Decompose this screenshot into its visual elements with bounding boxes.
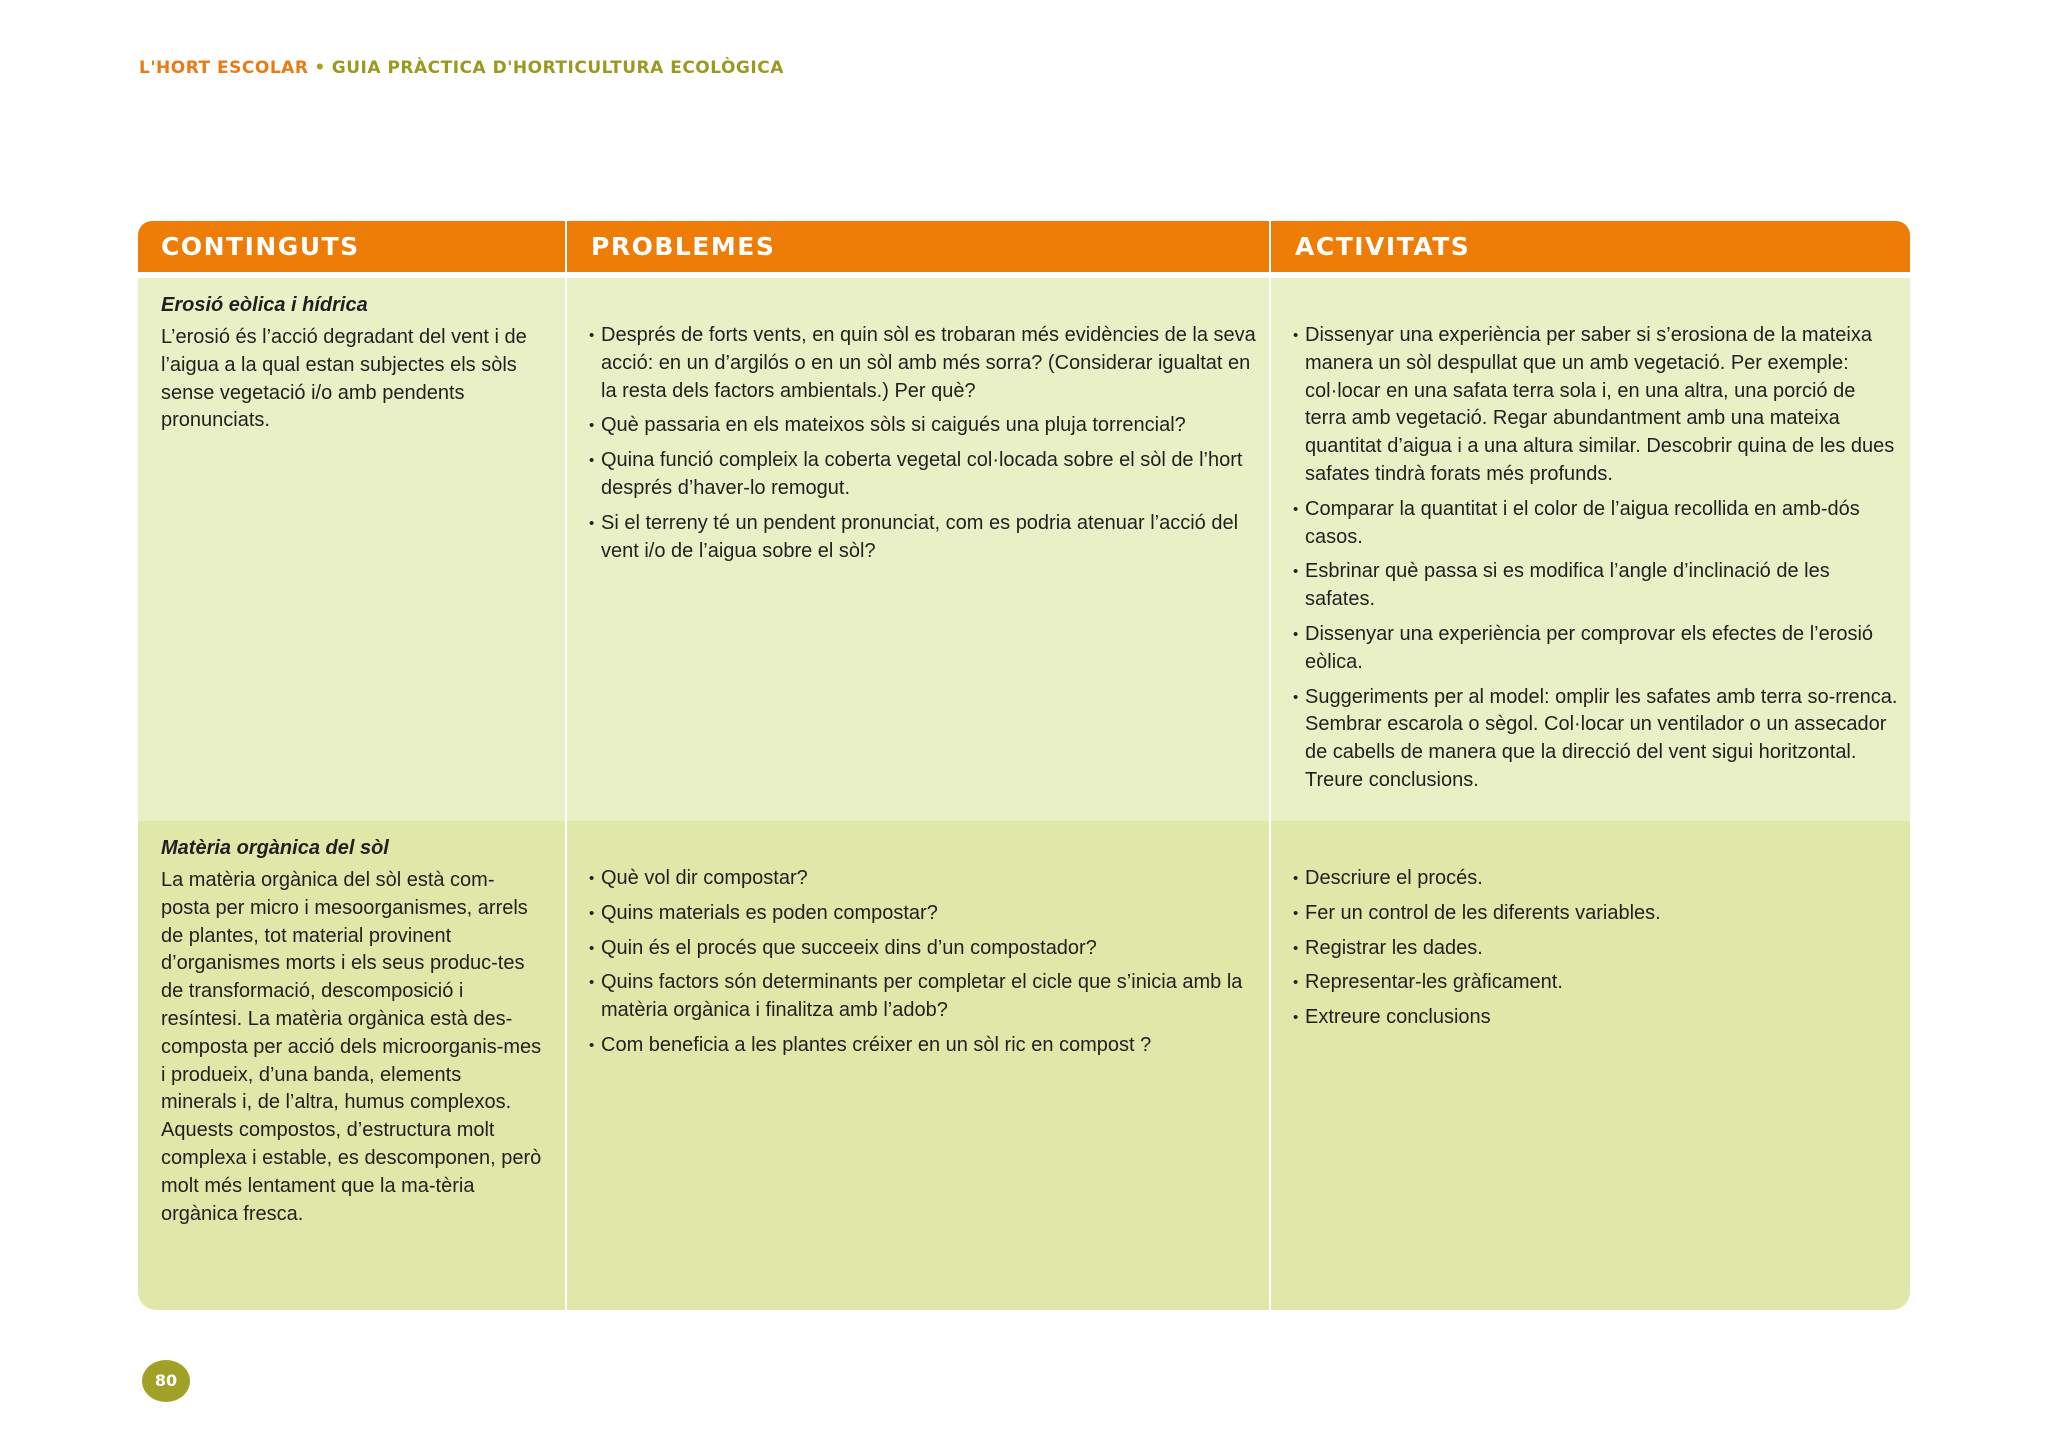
header-problemes: PROBLEMES	[591, 232, 776, 261]
column-divider	[1269, 278, 1271, 1310]
activities-list	[1293, 865, 1898, 1032]
problems-list	[589, 322, 1256, 565]
list-item: • Dissenyar una experiència per saber si s’erosiona de la mateixa manera un sòl despullat que un amb vegetació. Per exemple: col·locar en una safata terra sola i, en una altra, una porció de terra amb vegetació. Regar abundantment amb una mateixa quantitat d’aigua i a una altura similar. Descobrir quina de les dues safates tindrà forats més profunds.	[1293, 322, 1898, 489]
column-divider	[565, 278, 567, 1310]
running-head-separator: •	[314, 58, 326, 78]
list-item: • Dissenyar una experiència per comprovar els efectes de l’erosió eòlica.	[1293, 621, 1898, 677]
header-continguts: CONTINGUTS	[161, 232, 360, 261]
list-item: • Què vol dir compostar?	[589, 865, 1256, 893]
list-item: • Comparar la quantitat i el color de l’aigua recollida en amb-dós casos.	[1293, 496, 1898, 552]
list-item: • Si el terreny té un pendent pronunciat, com es podria atenuar l’acció del vent i/o de l’aigua sobre el sòl?	[589, 510, 1256, 566]
list-item: • Quins materials es poden compostar?	[589, 900, 1256, 928]
table-header	[138, 221, 1910, 272]
activities-list	[1293, 322, 1898, 795]
activities-cell	[1270, 821, 1910, 1310]
activities-cell	[1270, 278, 1910, 821]
table-row	[138, 278, 1910, 821]
contents-cell	[138, 821, 566, 1310]
topic-title: Erosió eòlica i hídrica	[161, 294, 368, 316]
running-head-title: GUIA PRÀCTICA D'HORTICULTURA ECOLÒGICA	[331, 58, 784, 78]
list-item: • Suggeriments per al model: omplir les safates amb terra so-rrenca. Sembrar escarola o sègol. Col·locar un ventilador o un assecador de cabells de manera que la direcció del vent sigui horitzontal. Treure conclusions.	[1293, 684, 1898, 795]
page-number: 80	[142, 1360, 190, 1402]
content-table	[138, 221, 1910, 1310]
topic-text: L’erosió és l’acció degradant del vent i de l’aigua a la qual estan subjectes els sòls sense vegetació i/o amb pendents pronunciats.	[161, 326, 527, 432]
list-item: • Quin és el procés que succeeix dins d’un compostador?	[589, 935, 1256, 963]
running-head-series: L'HORT ESCOLAR	[139, 58, 309, 78]
list-item: • Després de forts vents, en quin sòl es trobaran més evidències de la seva acció: en un d’argilós o en un sòl amb més sorra? (Considerar igualtat en la resta dels factors ambientals.) Per què?	[589, 322, 1256, 405]
running-head	[139, 58, 784, 78]
list-item: • Registrar les dades.	[1293, 935, 1898, 963]
list-item: • Quins factors són determinants per completar el cicle que s’inicia amb la matèria orgànica i finalitza amb l’adob?	[589, 969, 1256, 1025]
list-item: • Representar-les gràficament.	[1293, 969, 1898, 997]
table-body	[138, 278, 1910, 1310]
list-item: • Què passaria en els mateixos sòls si caigués una pluja torrencial?	[589, 412, 1256, 440]
header-divider	[565, 221, 567, 272]
problems-cell	[566, 278, 1270, 821]
problems-list	[589, 865, 1256, 1060]
header-activitats: ACTIVITATS	[1295, 232, 1471, 261]
header-divider	[1269, 221, 1271, 272]
list-item: • Extreure conclusions	[1293, 1004, 1898, 1032]
list-item: • Quina funció compleix la coberta vegetal col·locada sobre el sòl de l’hort després d’haver-lo remogut.	[589, 447, 1256, 503]
contents-cell	[138, 278, 566, 821]
topic-title: Matèria orgànica del sòl	[161, 837, 389, 859]
list-item: • Com beneficia a les plantes créixer en un sòl ric en compost ?	[589, 1032, 1256, 1060]
problems-cell	[566, 821, 1270, 1310]
topic-text: La matèria orgànica del sòl està com-posta per micro i mesoorganismes, arrels de plantes, tot material provinent d’organismes morts i els seus produc-tes de transformació, descomposició i resíntesi. La matèria orgànica està des-composta per acció dels microorganis-mes i produeix, d’una banda, elements minerals i, de l’altra, humus complexos. Aquests compostos, d’estructura molt complexa i estable, es descomponen, però molt més lentament que la ma-tèria orgànica fresca.	[161, 869, 542, 1225]
list-item: • Fer un control de les diferents variables.	[1293, 900, 1898, 928]
table-row	[138, 821, 1910, 1310]
list-item: • Esbrinar què passa si es modifica l’angle d’inclinació de les safates.	[1293, 558, 1898, 614]
list-item: • Descriure el procés.	[1293, 865, 1898, 893]
